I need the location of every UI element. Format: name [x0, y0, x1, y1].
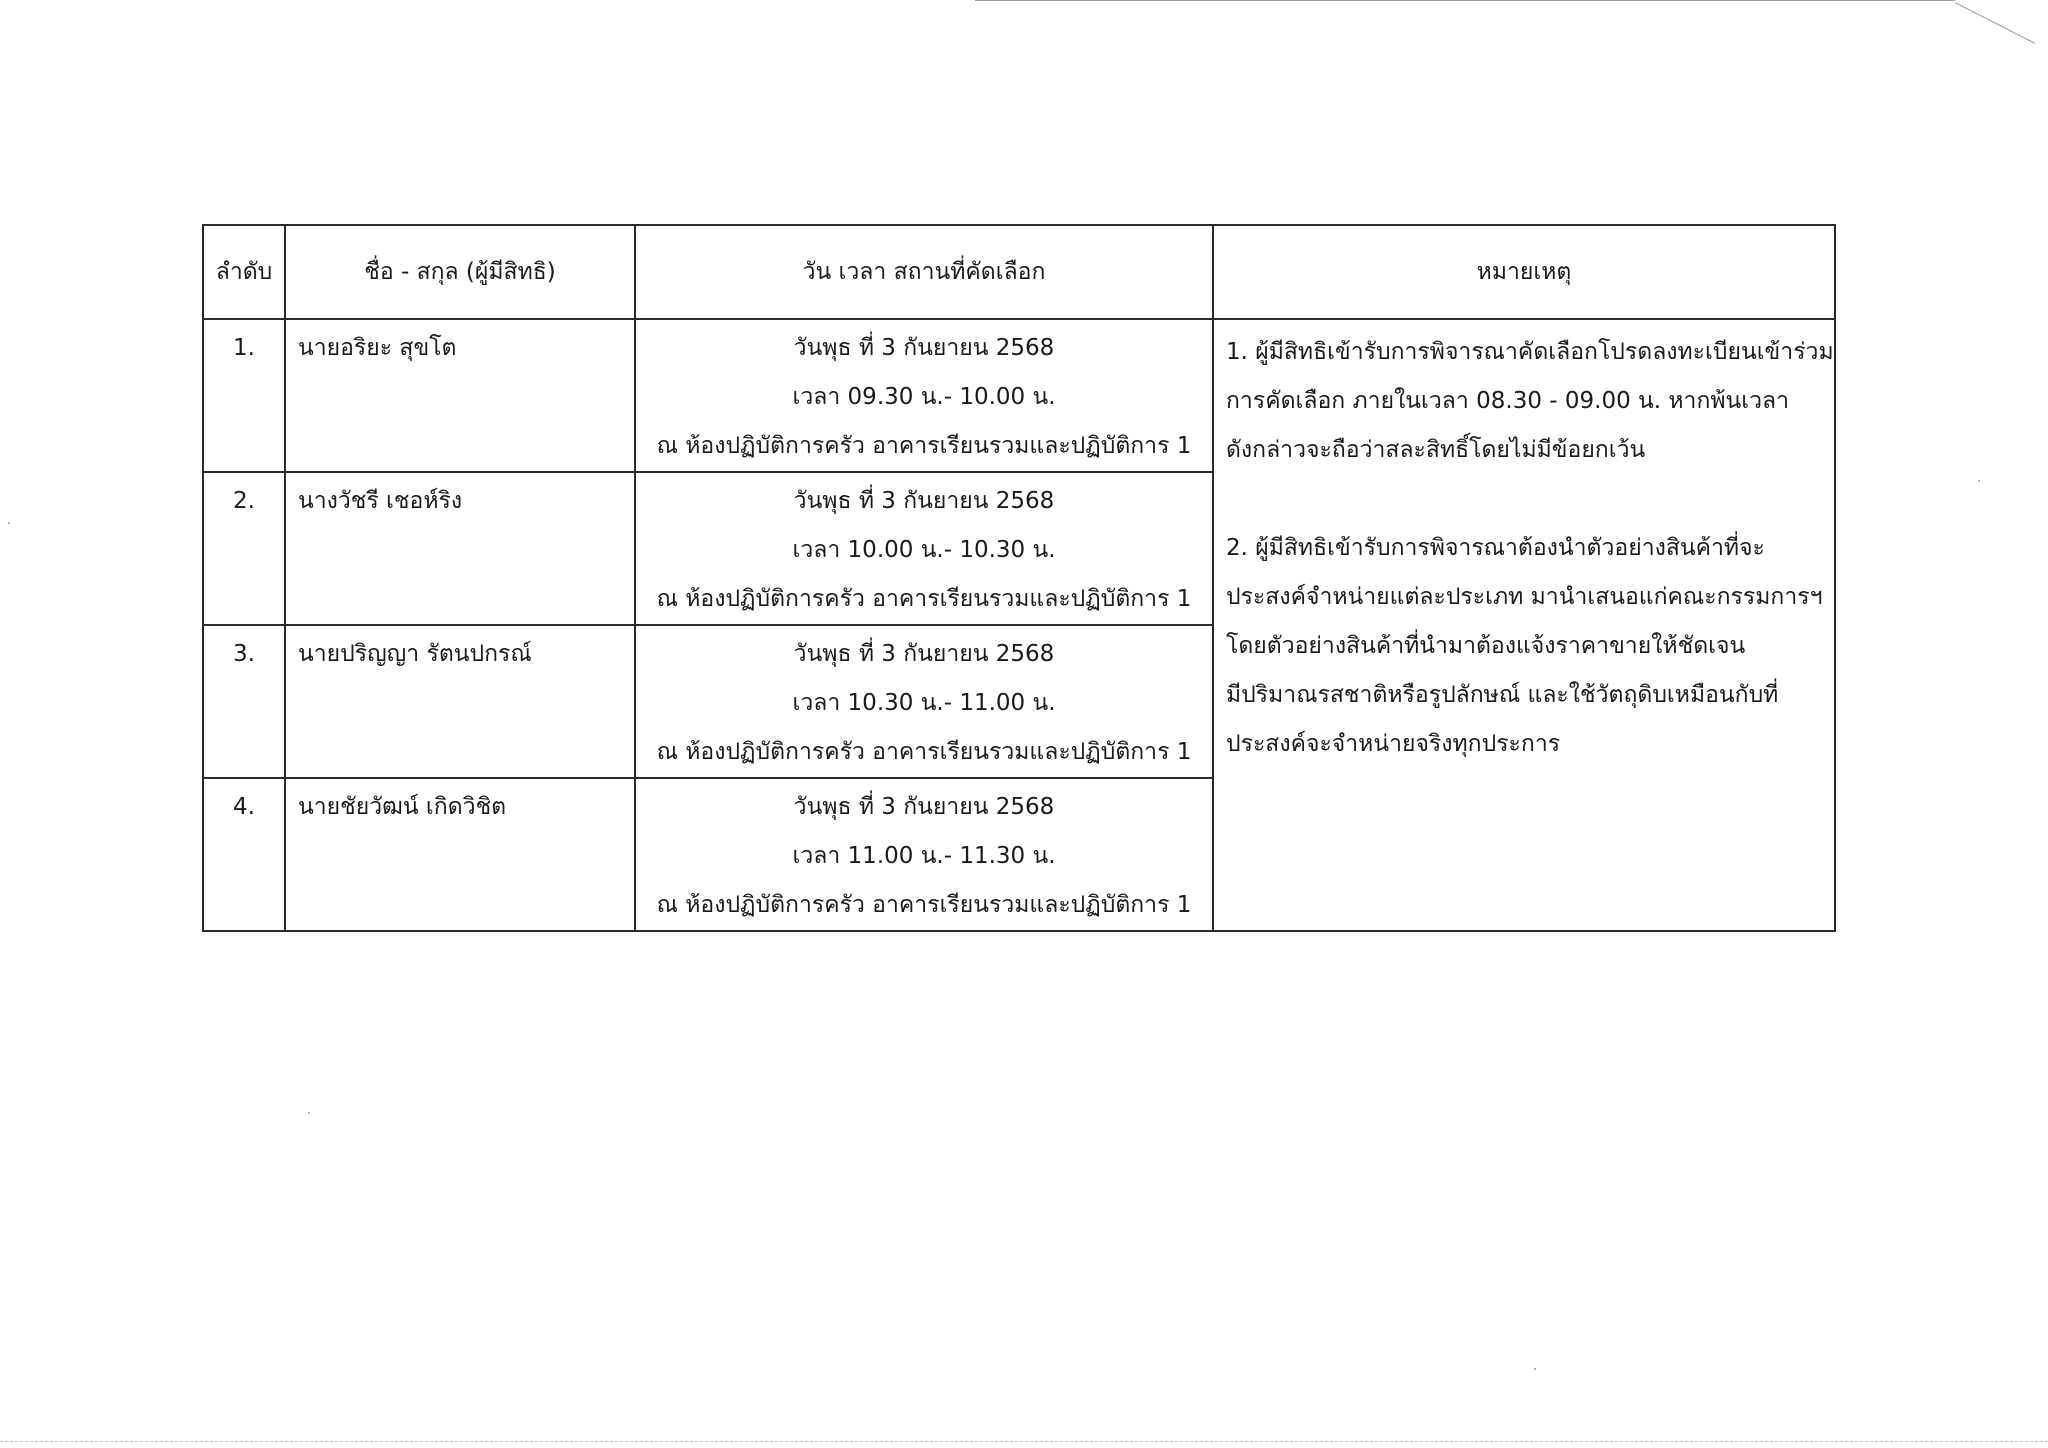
table-row	[203, 319, 1835, 472]
header-remark: หมายเหตุ	[1213, 225, 1835, 319]
row-schedule	[635, 625, 1213, 778]
row-order: 1.	[203, 319, 285, 472]
row-place: ณ ห้องปฏิบัติการครัว อาคารเรียนรวมและปฏิบัติการ 1	[656, 892, 1192, 918]
remark-line: ดังกล่าวจะถือว่าสละสิทธิ์โดยไม่มีข้อยกเว้น	[1226, 437, 1646, 463]
row-place: ณ ห้องปฏิบัติการครัว อาคารเรียนรวมและปฏิบัติการ 1	[656, 586, 1192, 612]
remark-line: 1. ผู้มีสิทธิเข้ารับการพิจารณาคัดเลือกโปรดลงทะเบียนเข้าร่วม	[1226, 339, 1834, 365]
row-time: เวลา 10.00 น.- 10.30 น.	[792, 537, 1056, 563]
scan-speck	[8, 522, 10, 524]
table-header-row	[203, 225, 1835, 319]
row-name: นายชัยวัฒน์ เกิดวิชิต	[285, 778, 635, 931]
scan-speck	[1978, 480, 1980, 482]
scan-speck	[1534, 1368, 1536, 1370]
remark-line: 2. ผู้มีสิทธิเข้ารับการพิจารณาต้องนำตัวอย่างสินค้าที่จะ	[1226, 535, 1765, 561]
remark-cell	[1213, 319, 1835, 931]
row-date: วันพุธ ที่ 3 กันยายน 2568	[793, 488, 1055, 514]
row-date: วันพุธ ที่ 3 กันยายน 2568	[793, 794, 1055, 820]
row-name: นายอริยะ สุขโต	[285, 319, 635, 472]
scan-edge-top	[975, 0, 1955, 1]
row-date: วันพุธ ที่ 3 กันยายน 2568	[793, 641, 1055, 667]
remark-line: ประสงค์จำหน่ายแต่ละประเภท มานำเสนอแก่คณะกรรมการฯ	[1226, 584, 1823, 610]
remark-1	[1226, 328, 1834, 475]
remark-line: ประสงค์จะจำหน่ายจริงทุกประการ	[1226, 731, 1561, 757]
row-time: เวลา 09.30 น.- 10.00 น.	[792, 384, 1056, 410]
row-order: 4.	[203, 778, 285, 931]
row-time: เวลา 11.00 น.- 11.30 น.	[792, 843, 1056, 869]
row-name: นายปริญญา รัตนปกรณ์	[285, 625, 635, 778]
row-name: นางวัชรี เชอห์ริง	[285, 472, 635, 625]
header-name: ชื่อ - สกุล (ผู้มีสิทธิ)	[285, 225, 635, 319]
row-schedule	[635, 319, 1213, 472]
header-order: ลำดับ	[203, 225, 285, 319]
row-order: 3.	[203, 625, 285, 778]
scan-speck	[308, 1112, 310, 1114]
scan-edge-bottom	[0, 1441, 2048, 1442]
remark-line: มีปริมาณรสชาติหรือรูปลักษณ์ และใช้วัตถุดิบเหมือนกับที่	[1226, 682, 1779, 708]
remark-2	[1226, 524, 1822, 769]
row-place: ณ ห้องปฏิบัติการครัว อาคารเรียนรวมและปฏิบัติการ 1	[656, 739, 1192, 765]
selection-schedule-table	[202, 224, 1836, 932]
remark-spacer	[1226, 475, 1822, 524]
row-date: วันพุธ ที่ 3 กันยายน 2568	[793, 335, 1055, 361]
remark-line: โดยตัวอย่างสินค้าที่นำมาต้องแจ้งราคาขายให้ชัดเจน	[1226, 633, 1746, 659]
remark-line: การคัดเลือก ภายในเวลา 08.30 - 09.00 น. หากพ้นเวลา	[1226, 388, 1790, 414]
scan-folded-corner	[1955, 2, 2036, 44]
row-time: เวลา 10.30 น.- 11.00 น.	[792, 690, 1056, 716]
row-place: ณ ห้องปฏิบัติการครัว อาคารเรียนรวมและปฏิบัติการ 1	[656, 433, 1192, 459]
row-schedule	[635, 472, 1213, 625]
row-order: 2.	[203, 472, 285, 625]
header-datetime-place: วัน เวลา สถานที่คัดเลือก	[635, 225, 1213, 319]
row-schedule	[635, 778, 1213, 931]
